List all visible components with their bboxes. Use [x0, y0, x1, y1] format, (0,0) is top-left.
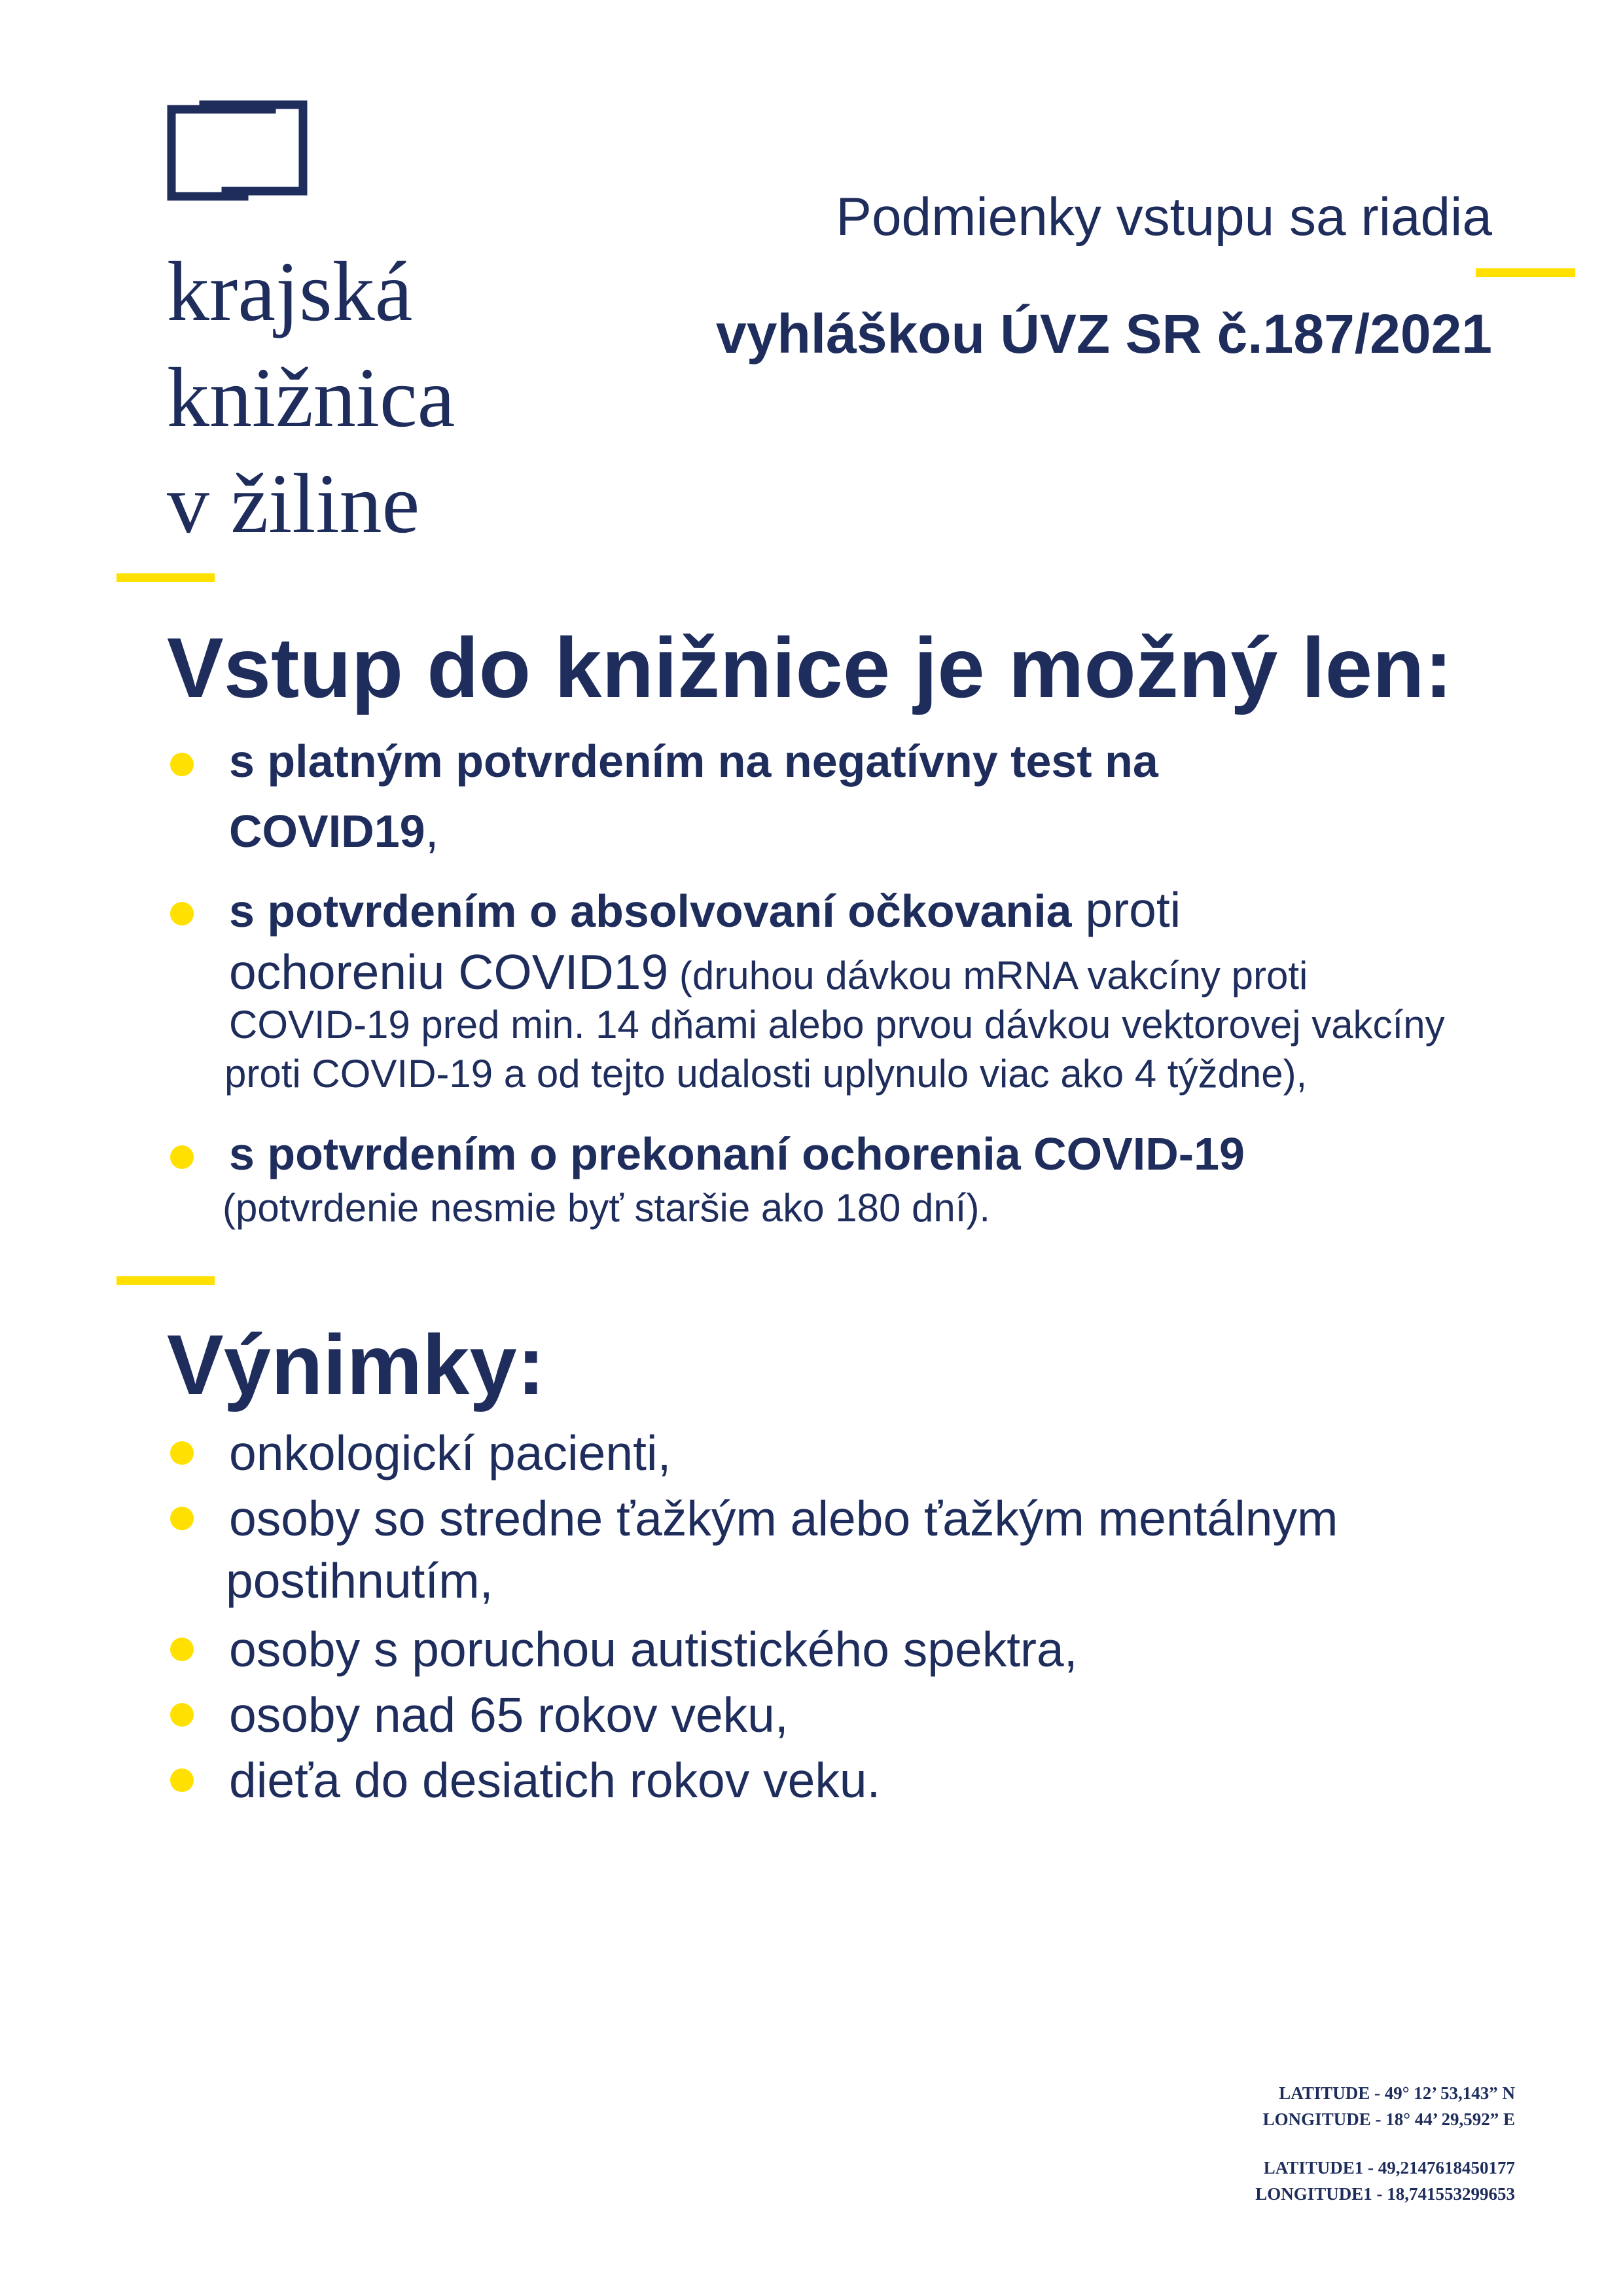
- bullet-icon: [170, 1768, 194, 1792]
- entry-item-2-line-2: [229, 942, 1308, 1001]
- exception-item-3: osoby s poruchou autistického spektra,: [229, 1622, 1078, 1677]
- entry-item-1-line-1: s platným potvrdením na negatívny test na: [229, 736, 1158, 787]
- entry-item-1-rest: ,: [425, 802, 439, 857]
- bullet-icon: [170, 1638, 194, 1661]
- section-divider-2: [116, 1276, 215, 1285]
- exceptions-heading: Výnimky:: [167, 1317, 546, 1412]
- bullet-icon: [170, 1703, 194, 1727]
- entry-item-1-line-2: [229, 800, 438, 859]
- bullet-icon: [170, 1507, 194, 1530]
- entry-item-1-bold: COVID19: [229, 806, 425, 857]
- bullet-icon: [170, 753, 194, 776]
- exception-item-1: onkologickí pacienti,: [229, 1426, 671, 1480]
- entry-item-2-line-1: [229, 880, 1181, 939]
- entry-item-2-large: ochoreniu COVID19: [229, 944, 669, 999]
- library-logo-text: [167, 239, 625, 557]
- logo-line-2: knižnica: [167, 351, 455, 445]
- entry-heading: Vstup do knižnice je možný len:: [167, 620, 1453, 715]
- exception-item-2-line-1: osoby so stredne ťažkým alebo ťažkým mentálnym: [229, 1491, 1338, 1546]
- header-line-2: vyhláškou ÚVZ SR č.187/2021: [716, 303, 1492, 365]
- entry-item-2-small: (druhou dávkou mRNA vakcíny proti: [668, 954, 1308, 997]
- logo-line-1: krajská: [167, 245, 413, 339]
- entry-item-2-line-4: proti COVID-19 a od tejto udalosti uplynulo viac ako 4 týždne),: [224, 1052, 1308, 1096]
- coordinates-dms: [982, 2080, 1515, 2132]
- header-accent-line: [1476, 268, 1575, 277]
- latitude-decimal: LATITUDE1 - 49,2147618450177: [1263, 2158, 1515, 2178]
- logo-line-3: v žiline: [167, 457, 420, 551]
- bullet-icon: [170, 902, 194, 925]
- header-line-1: Podmienky vstupu sa riadia: [836, 187, 1492, 247]
- exception-item-2-line-2: postihnutím,: [226, 1553, 493, 1608]
- coordinates-decimal: [982, 2155, 1515, 2207]
- bullet-icon: [170, 1145, 194, 1169]
- exception-item-4: osoby nad 65 rokov veku,: [229, 1687, 789, 1742]
- bullet-icon: [170, 1441, 194, 1465]
- exception-item-5: dieťa do desiatich rokov veku.: [229, 1753, 881, 1808]
- entry-item-2-bold: s potvrdením o absolvovaní očkovania: [229, 886, 1072, 937]
- longitude-decimal: LONGITUDE1 - 18,741553299653: [1255, 2184, 1515, 2204]
- library-frame-icon: [167, 99, 308, 202]
- entry-item-2-line-3: COVID-19 pred min. 14 dňami alebo prvou dávkou vektorovej vakcíny: [229, 1003, 1445, 1047]
- latitude-dms: LATITUDE - 49° 12’ 53,143” N: [1279, 2083, 1515, 2103]
- entry-item-3-line-2: (potvrdenie nesmie byť staršie ako 180 dní).: [223, 1186, 991, 1230]
- section-divider-1: [116, 573, 215, 582]
- entry-item-3-line-1: s potvrdením o prekonaní ochorenia COVID-19: [229, 1128, 1245, 1179]
- entry-item-2-rest: proti: [1071, 882, 1181, 937]
- longitude-dms: LONGITUDE - 18° 44’ 29,592” E: [1262, 2109, 1515, 2129]
